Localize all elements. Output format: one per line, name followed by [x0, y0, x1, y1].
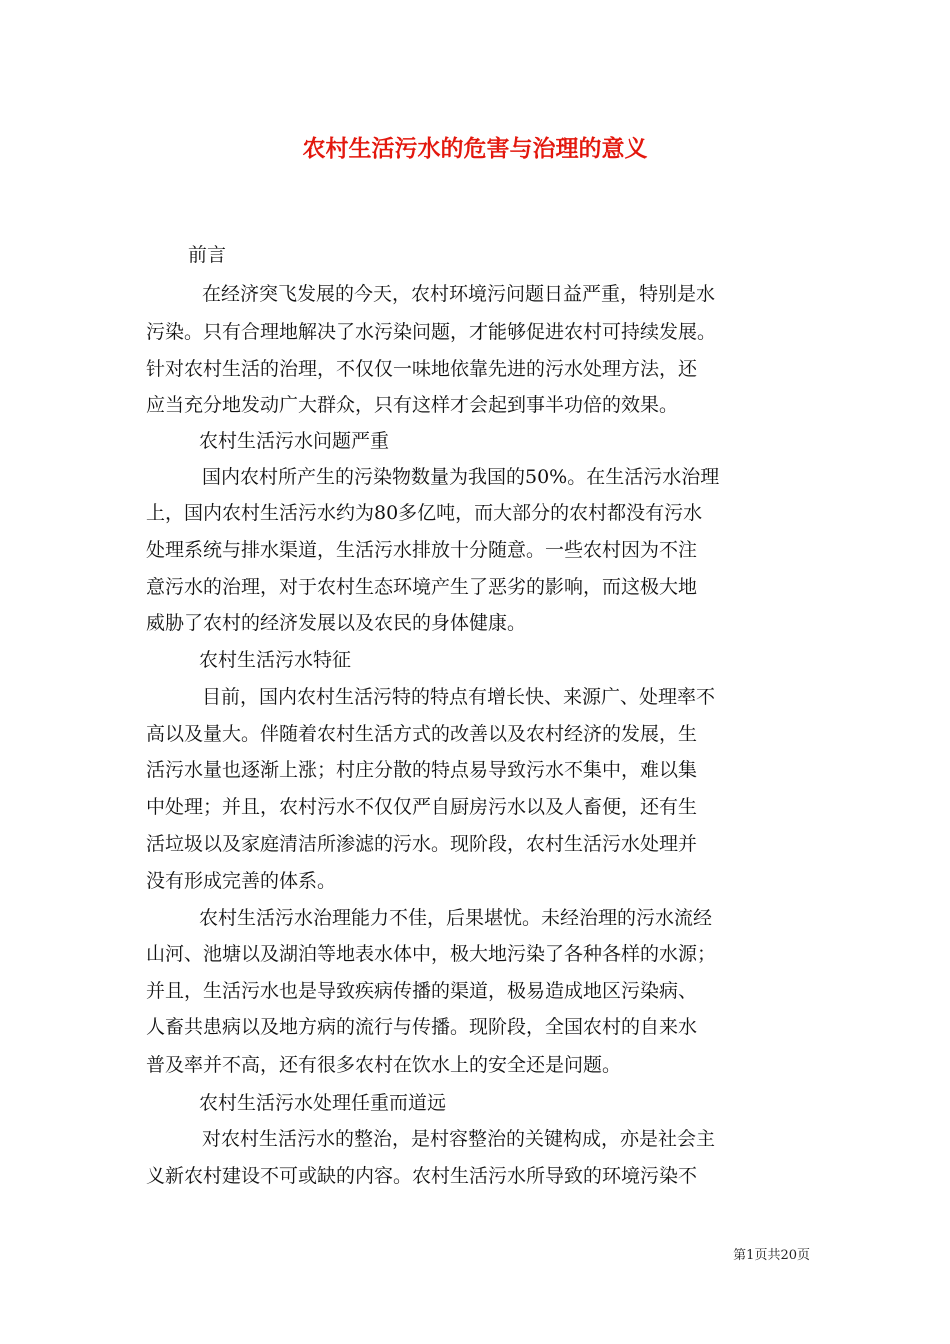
paragraph-line: 没有形成完善的体系。 [146, 870, 337, 892]
paragraph-line: 普及率并不高，还有很多农村在饮水上的安全还是问题。 [146, 1054, 622, 1076]
paragraph-line: 山河、池塘以及湖泊等地表水体中，极大地污染了各种各样的水源； [146, 943, 717, 965]
paragraph-line: 上，国内农村生活污水约为80多亿吨，而大部分的农村都没有污水 [146, 502, 703, 524]
document-title: 农村生活污水的危害与治理的意义 [302, 135, 648, 162]
paragraph-line: 处理系统与排水渠道，生活污水排放十分随意。一些农村因为不注 [146, 539, 698, 561]
section-heading: 农村生活污水特征 [199, 649, 352, 671]
paragraph-line: 活垃圾以及家庭清洁所渗滤的污水。现阶段，农村生活污水处理并 [146, 833, 698, 855]
paragraph-line: 中处理；并且，农村污水不仅仅严自厨房污水以及人畜便，还有生 [146, 796, 698, 818]
paragraph-line: 污染。只有合理地解决了水污染问题，才能够促进农村可持续发展。 [146, 321, 717, 343]
paragraph-line: 对农村生活污水的整治，是村容整治的关键构成，亦是社会主 [202, 1128, 716, 1150]
paragraph-line: 应当充分地发动广大群众，只有这样才会起到事半功倍的效果。 [146, 394, 679, 416]
section-heading: 农村生活污水问题严重 [199, 430, 390, 452]
paragraph-line: 在经济突飞发展的今天，农村环境污问题日益严重，特别是水 [202, 283, 716, 305]
paragraph-line: 国内农村所产生的污染物数量为我国的50%。在生活污水治理 [202, 466, 720, 488]
paragraph-line: 活污水量也逐渐上涨；村庄分散的特点易导致污水不集中，难以集 [146, 759, 698, 781]
paragraph-line: 意污水的治理，对于农村生态环境产生了恶劣的影响，而这极大地 [146, 576, 698, 598]
paragraph-line: 威胁了农村的经济发展以及农民的身体健康。 [146, 612, 527, 634]
section-heading: 农村生活污水处理任重而道远 [199, 1092, 447, 1114]
page-number: 第1页共20页 [733, 1248, 810, 1263]
paragraph-line: 针对农村生活的治理，不仅仅一味地依靠先进的污水处理方法，还 [146, 358, 698, 380]
heading-preface: 前言 [188, 244, 227, 266]
paragraph-line: 高以及量大。伴随着农村生活方式的改善以及农村经济的发展，生 [146, 723, 698, 745]
paragraph-line: 人畜共患病以及地方病的流行与传播。现阶段，全国农村的自来水 [146, 1016, 698, 1038]
paragraph-line: 义新农村建设不可或缺的内容。农村生活污水所导致的环境污染不 [146, 1165, 698, 1187]
paragraph-line: 并且，生活污水也是导致疾病传播的渠道，极易造成地区污染病、 [146, 980, 698, 1002]
paragraph-line: 目前，国内农村生活污特的特点有增长快、来源广、处理率不 [202, 686, 716, 708]
paragraph-line: 农村生活污水治理能力不佳，后果堪忧。未经治理的污水流经 [199, 907, 713, 929]
